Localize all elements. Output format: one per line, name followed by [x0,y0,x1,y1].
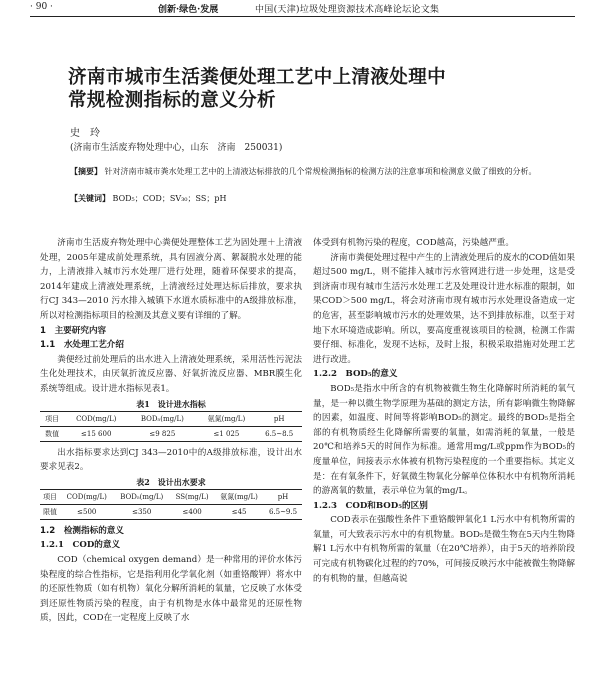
table-cell: ≤400 [170,504,214,519]
page-number: · 90 · [30,2,53,12]
running-header [30,2,575,16]
table-header-cell: pH [256,411,302,426]
table-cell: ≤1 025 [196,426,256,441]
title-line-1: 济南市城市生活粪便处理工艺中上清液处理中 [68,67,447,88]
table1 [40,411,302,442]
paragraph-cod-bod-difference: COD表示在强酸性条件下重铬酸钾氧化1 L污水中有机物所需的氧量，可大致表示污水中的有机物量。BOD₅是微生物在5天内生物降解1 L污水中有机物所需的氧量（在20℃培养），由于5天的培养阶段可完成有机物碳化过程的约70%，可间接反映污水中能被微生物降解的有机物的量，但越高说 [313,515,575,584]
table1-caption: 表1 设计进水指标 [136,398,206,409]
left-column [40,236,302,626]
keywords-label: 【关键词】 [70,194,110,203]
table2-header-row [40,489,302,504]
subsubsection-heading: 1.2.1 COD的意义 [40,540,121,551]
affiliation: (济南市生活废弃物处理中心，山东 济南 250031) [70,143,283,153]
table-header-cell: 氨氮(mg/L) [214,489,264,504]
article-title [68,66,548,112]
section-heading: 1 主要研究内容 [40,325,107,336]
header-rule [30,16,575,17]
paragraph-continued: 体受到有机物污染的程度，COD越高，污染越严重。 [313,238,514,248]
table-header-cell: COD(mg/L) [64,411,128,426]
abstract [70,166,570,178]
series-title: 中国(天津)垃圾处理资源技术高峰论坛论文集 [255,5,440,15]
table-header-cell: COD(mg/L) [60,489,113,504]
abstract-label: 【摘要】 [70,167,102,176]
table-cell: 限值 [40,504,60,519]
paragraph-outflow: 出水指标要求达到CJ 343—2010中的A级排放标准，设计出水要求见表2。 [40,447,302,473]
table2-caption: 表2 设计出水要求 [136,476,206,487]
subsection-heading: 1.1 水处理工艺介绍 [40,340,124,351]
table-header-cell: pH [264,489,302,504]
journal-slogan: 创新·绿色·发展 [158,5,219,15]
table-header-cell: 项目 [40,489,60,504]
table-cell: ≤15 600 [64,426,128,441]
table-cell: ≤9 825 [128,426,196,441]
table-header-cell: 氨氮(mg/L) [196,411,256,426]
keywords [70,193,570,204]
table-cell: ≤45 [214,504,264,519]
subsubsection-heading: 1.2.2 BOD₅的意义 [313,369,398,380]
table-header-cell: BOD₅(mg/L) [113,489,170,504]
table-header-cell: 项目 [40,411,64,426]
table-cell: ≤500 [60,504,113,519]
table-cell: ≤350 [113,504,170,519]
author: 史 玲 [70,128,100,139]
title-line-2: 常规检测指标的意义分析 [68,90,276,111]
right-column [313,236,575,586]
table-cell: 6.5~8.5 [256,426,302,441]
subsubsection-heading: 1.2.3 COD和BOD₅的区别 [313,500,428,511]
paragraph-cod-limit: 济南市粪便处理过程中产生的上清液处理后的废水的COD值如果超过500 mg/L，则不能排入城市污水管网进行进一步处理，这是受到济南市现有城市生活污水处理工艺及处理设计进水标准的限制，如果COD＞500 mg/L，将会对济南市现有城市污水处理设备造成一定的危害，甚至影响城市污水的处理效果，达不到排放标准，以至于对地下水环境造成影响。所以，要高度重视该项目的检测，检测工作需要仔细、标准化，发现不达标，及时上报，积极采取措施对处理工艺进行改进。 [313,252,575,365]
table-cell: 6.5~9.5 [264,504,302,519]
paragraph-cod: COD（chemical oxygen demand）是一种常用的评价水体污染程度的综合性指标，它是指利用化学氧化剂（如重铬酸钾）将水中的还原性物质（如有机物）氧化分解所消耗的氧量，它反映了水体受到还原性物质污染的程度，由于有机物是水体中最常见的还原性物质，因此，COD在一定程度上反映了水 [40,554,302,624]
table-header-cell: BOD₅(mg/L) [128,411,196,426]
table-header-cell: SS(mg/L) [170,489,214,504]
table2 [40,489,302,520]
table2-data-row [40,504,302,519]
intro-paragraph: 济南市生活废弃物处理中心粪便处理整体工艺为固处理＋上清液处理，2005年建成前处理系统，具有固液分离、絮凝脱水处理的能力，上清液排入城市污水处理厂进行处理，随着环保要求的提高，2014年建成上清液处理系统，上清液经过处理达标后排放，要求执行CJ 343—2010 污水排入城镇下水道水质标准中的A级排放标准，所以对检测指标项目的检测及其意义要有详细的了解。 [40,238,302,321]
table1-data-row [40,426,302,441]
paragraph-bod: BOD₅是指水中所含的有机物被微生物生化降解时所消耗的氧气量，是一种以微生物学原理为基础的测定方法，所有影响微生物降解的因素，如温度、时间等将影响BOD₅的测定。最终的BOD₅是指全部的有机物质经生化降解所需要的氧量，如需消耗的氧量，一般是20℃和培养5天的时间作为标准。通常用mg/L或ppm作为BOD₅的度量单位，间接表示水体被有机物污染程度的一个重要指标。其定义是：在有氧条件下，好氧微生物氧化分解单位体积水中有机物所消耗的游离氧的数量，表示单位为氧的mg/L。 [313,383,575,497]
table-cell: 数值 [40,426,64,441]
paragraph-process: 粪便经过前处理后的出水进入上清液处理系统，采用活性污泥法生化处理技术，由厌氧折流反应器、好氧折流反应器、MBR膜生化系统等组成。设计进水指标见表1。 [40,354,302,394]
keywords-text: BOD₅；COD；SV₃₀；SS；pH [112,194,227,203]
subsection-heading: 1.2 检测指标的意义 [40,525,124,536]
table1-header-row [40,411,302,426]
abstract-text: 针对济南市城市粪水处理工艺中的上清液达标排放的几个常规检测指标的检测方法的注意事项和检测意义做了细致的分析。 [104,167,537,176]
